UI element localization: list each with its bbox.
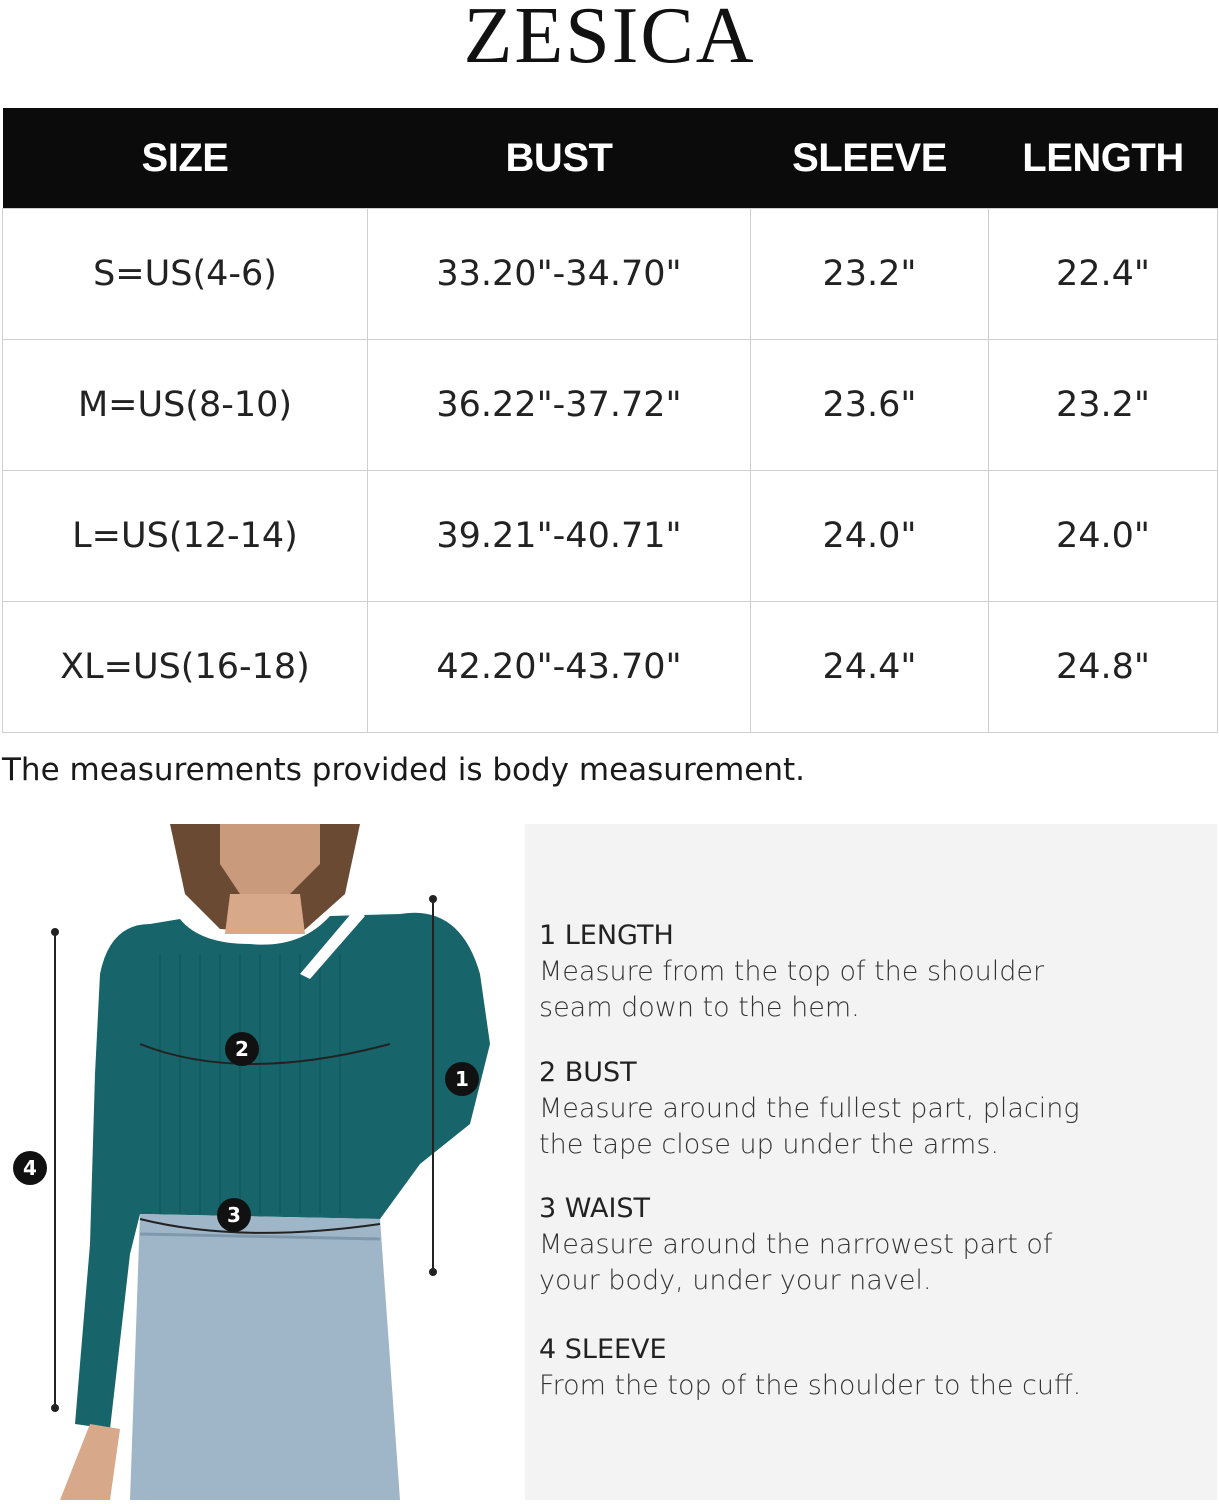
- guide-desc-line: your body, under your navel.: [539, 1265, 932, 1296]
- marker-3: [217, 1198, 251, 1232]
- cell-bust: 36.22"-37.72": [368, 340, 751, 471]
- header-size: SIZE: [3, 108, 368, 209]
- cell-length: 24.0": [989, 471, 1218, 602]
- marker-1-label: 1: [455, 1067, 469, 1091]
- cell-bust: 42.20"-43.70": [368, 602, 751, 733]
- cell-bust: 39.21"-40.71": [368, 471, 751, 602]
- guide-desc-line: the tape close up under the arms.: [539, 1129, 999, 1160]
- cell-size: L=US(12-14): [3, 471, 368, 602]
- guide-desc-line: Measure from the top of the shoulder: [539, 956, 1045, 987]
- guide-item-waist: [539, 1191, 1179, 1299]
- cell-bust: 33.20"-34.70": [368, 209, 751, 340]
- measurement-note: The measurements provided is body measurement.: [2, 752, 806, 788]
- cell-length: 22.4": [989, 209, 1218, 340]
- table-header-row: [3, 108, 1218, 209]
- marker-2: [225, 1032, 259, 1066]
- model-illustration: [0, 824, 520, 1500]
- cell-size: XL=US(16-18): [3, 602, 368, 733]
- measurement-guide-panel: [525, 824, 1217, 1500]
- brand-logo: ZESICA: [463, 0, 756, 80]
- guide-title: 3 WAIST: [539, 1193, 651, 1224]
- header-sleeve: SLEEVE: [751, 108, 989, 209]
- marker-4: [13, 1151, 47, 1185]
- guide-desc-line: From the top of the shoulder to the cuff.: [539, 1370, 1082, 1401]
- guide-title: 2 BUST: [539, 1057, 637, 1088]
- cell-length: 24.8": [989, 602, 1218, 733]
- table-row: [3, 471, 1218, 602]
- guide-item-length: [539, 918, 1179, 1026]
- header-length: LENGTH: [989, 108, 1218, 209]
- guide-desc-line: Measure around the narrowest part of: [539, 1229, 1053, 1260]
- size-chart-table: [2, 108, 1218, 733]
- header-bust: BUST: [368, 108, 751, 209]
- marker-4-label: 4: [23, 1156, 37, 1180]
- cell-size: M=US(8-10): [3, 340, 368, 471]
- jeans-shape: [130, 1214, 400, 1500]
- guide-title: 1 LENGTH: [539, 920, 674, 951]
- cell-sleeve: 24.4": [751, 602, 989, 733]
- marker-3-label: 3: [227, 1203, 241, 1227]
- cell-sleeve: 24.0": [751, 471, 989, 602]
- guide-title: 4 SLEEVE: [539, 1334, 667, 1365]
- guide-desc-line: Measure around the fullest part, placing: [539, 1093, 1080, 1124]
- table-row: [3, 340, 1218, 471]
- guide-desc-line: seam down to the hem.: [539, 992, 860, 1023]
- guide-item-bust: [539, 1055, 1179, 1163]
- cell-length: 23.2": [989, 340, 1218, 471]
- cell-sleeve: 23.2": [751, 209, 989, 340]
- cell-size: S=US(4-6): [3, 209, 368, 340]
- marker-2-label: 2: [235, 1037, 249, 1061]
- marker-1: [445, 1062, 479, 1096]
- table-row: [3, 602, 1218, 733]
- table-row: [3, 209, 1218, 340]
- guide-item-sleeve: [539, 1332, 1179, 1404]
- cell-sleeve: 23.6": [751, 340, 989, 471]
- model-figure: [0, 824, 520, 1500]
